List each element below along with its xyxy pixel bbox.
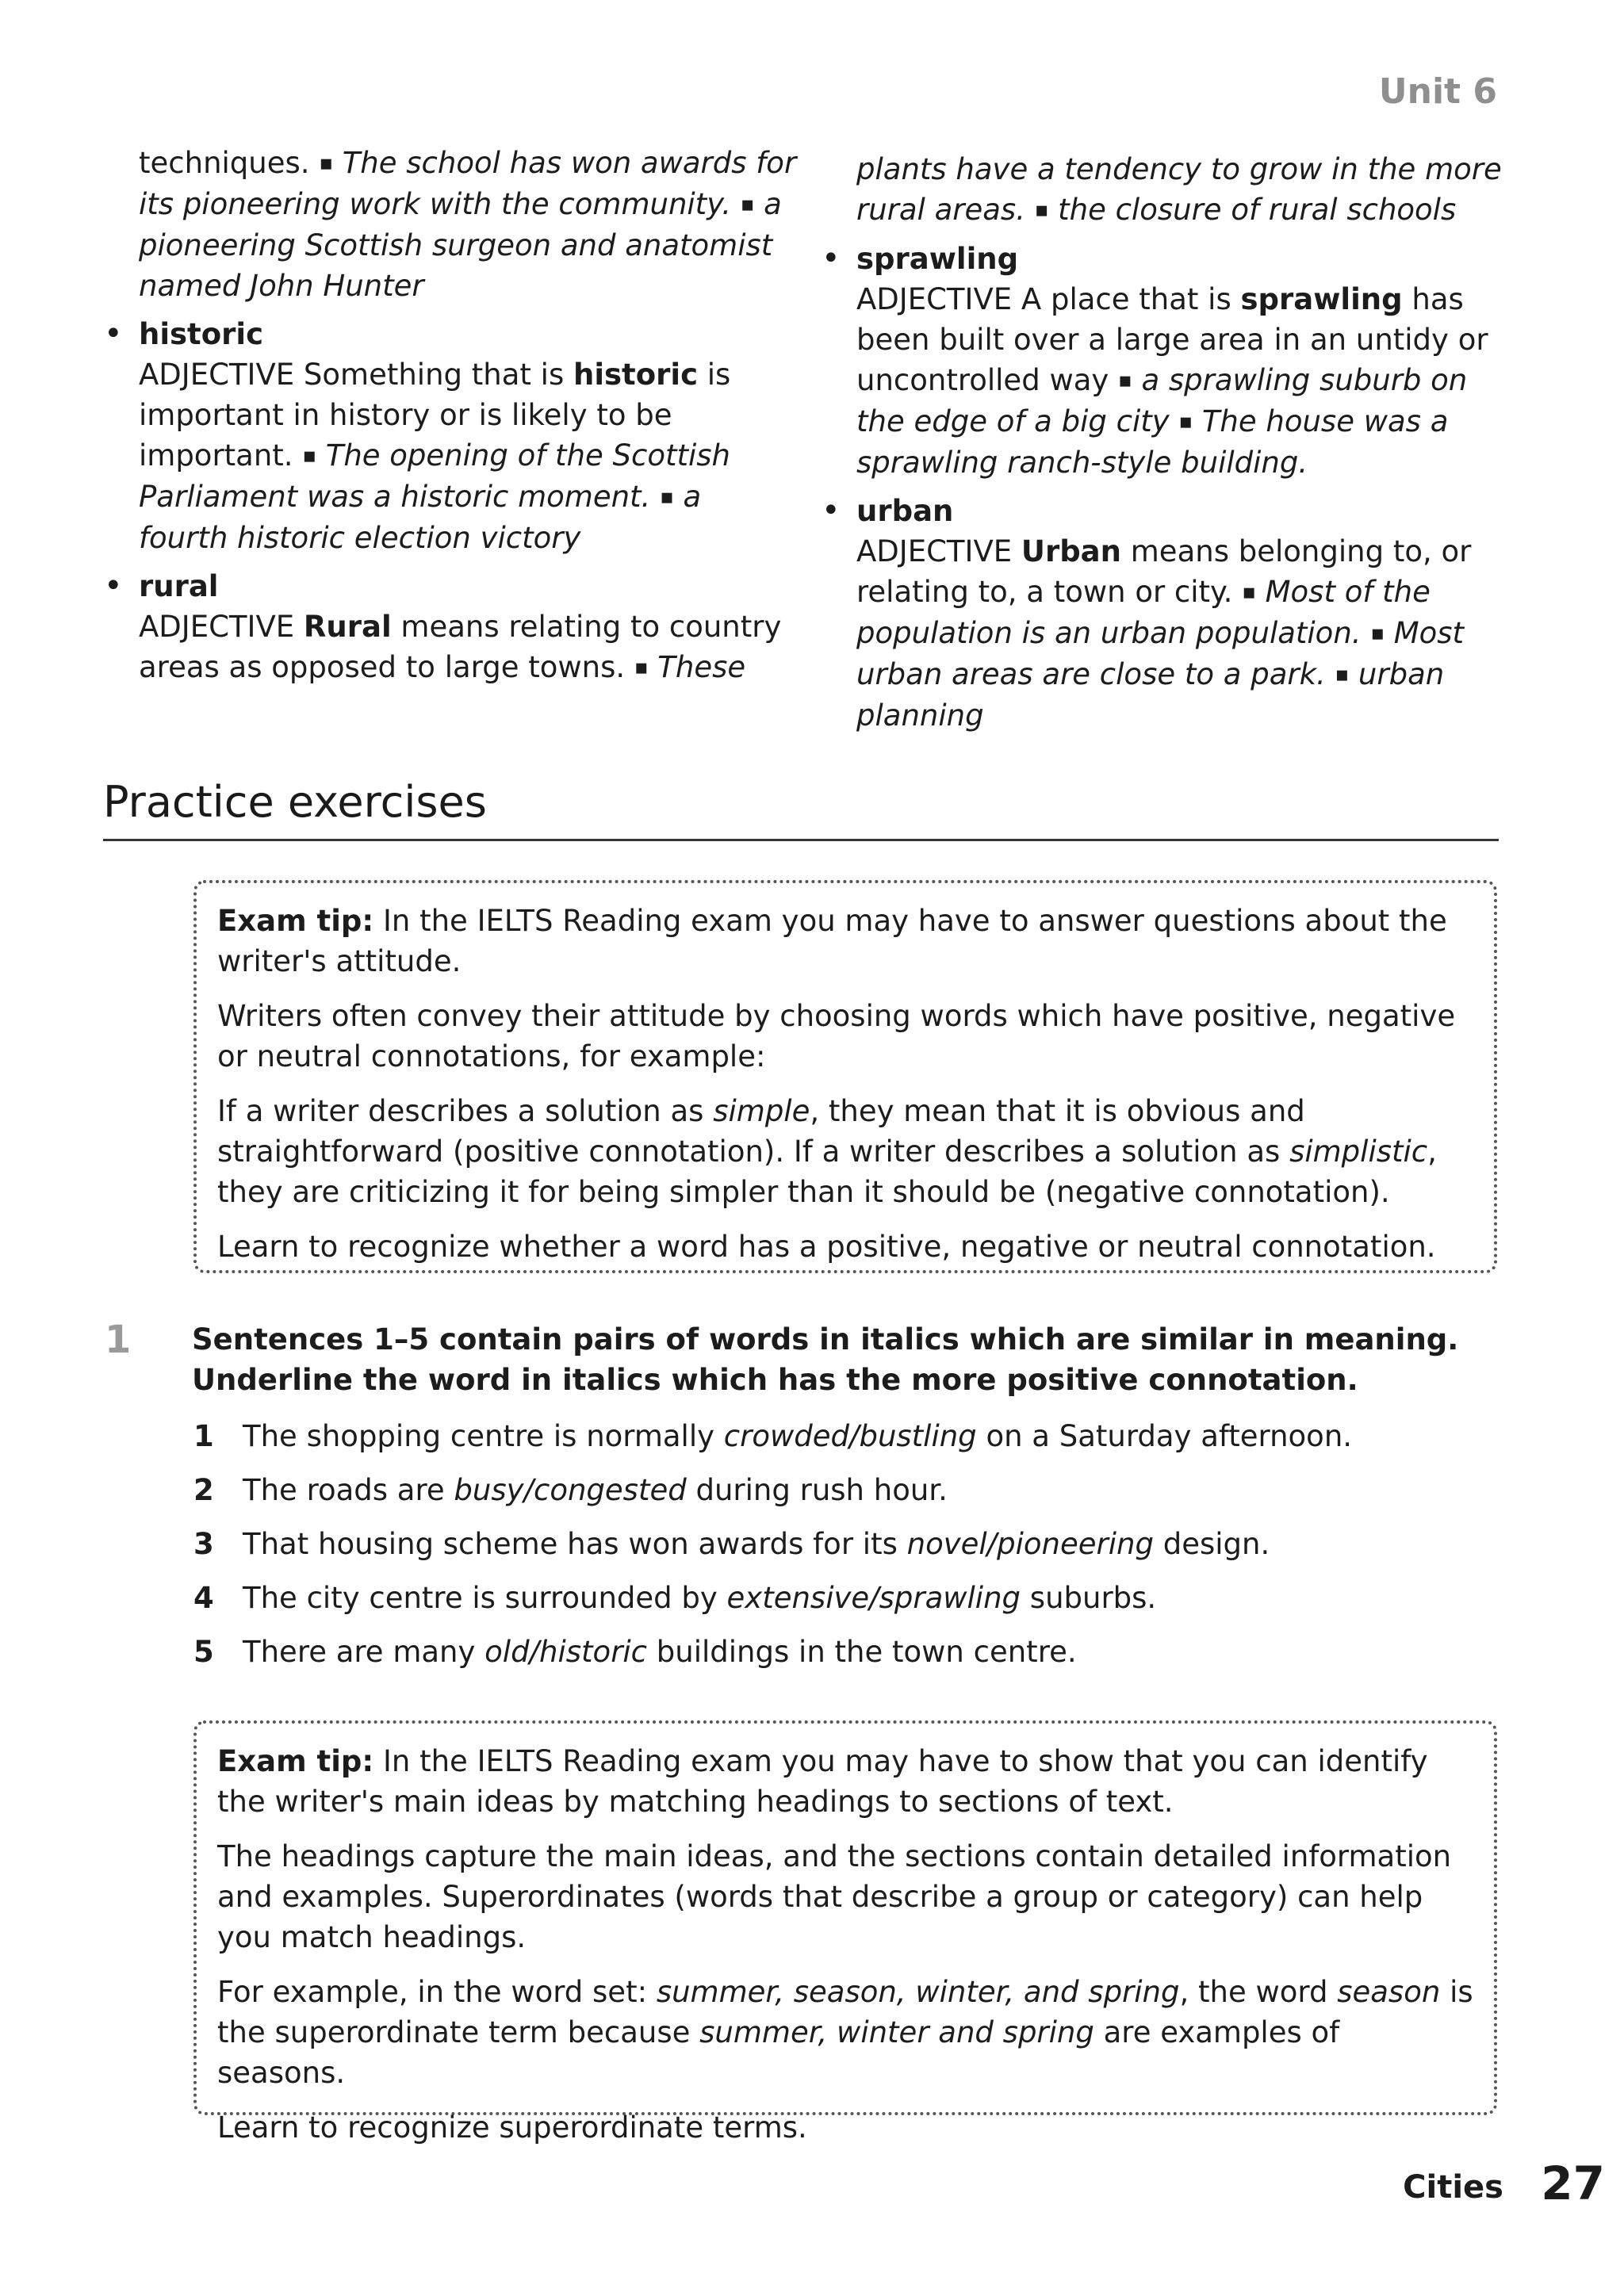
section-heading: Practice exercises [103,777,487,827]
example-text: The school has won awards for its pioneering work with the community. [139,146,797,221]
example-text: a pioneering Scottish surgeon and anatomist named John Hunter [139,187,782,303]
definition: ADJECTIVE Urban means belonging to, or relating to, a town or city. ▪ Most of the population is an urban population. ▪ Most urban areas are close to a park. ▪ urban planning [856,534,1472,733]
entry-urban [822,491,1507,736]
bullet-icon: • [104,568,123,604]
headword: historic [139,317,264,351]
headword: rural [139,569,219,603]
footer-section-label: Cities [1403,2169,1503,2206]
heading-rule [103,839,1499,841]
example-marker-icon: ▪ [302,444,316,468]
sentence-item: 3 That housing scheme has won awards for its novel/pioneering design. [193,1527,1270,1561]
word-pair: old/historic [485,1635,648,1669]
left-column [104,143,797,688]
entry-historic [104,314,797,558]
example-marker-icon: ▪ [1242,580,1256,604]
example-marker-icon: ▪ [634,656,649,679]
tip-paragraph: The headings capture the main ideas, and the sections contain detailed information and examples. Superordinates (words that describe a group or category) can help you match headings. [217,1839,1452,1954]
tip-intro: Exam tip: In the IELTS Reading exam you may have to answer questions about the writer's attitude. [217,904,1447,978]
tip-paragraph: For example, in the word set: summer, season, winter, and spring, the word season is the superordinate term because summer, winter and spring are examples of seasons. [217,1975,1473,2090]
sentence-item: 4 The city centre is surrounded by extensive/sprawling suburbs. [193,1581,1157,1615]
exam-tip-box [193,880,1497,1273]
tip-paragraph: Learn to recognize whether a word has a positive, negative or neutral connotation. [217,1230,1436,1264]
word-pair: extensive/sprawling [726,1581,1021,1615]
example-marker-icon: ▪ [1178,410,1193,434]
word-pair: busy/congested [454,1473,687,1507]
intro-lead: techniques. [139,146,310,180]
sentence-item: 1 The shopping centre is normally crowded/bustling on a Saturday afternoon. [193,1419,1353,1453]
sentence-item: 5 There are many old/historic buildings in the town centre. [193,1635,1077,1669]
left-intro [139,143,797,306]
example-marker-icon: ▪ [660,485,674,509]
bullet-icon: • [822,240,841,277]
word-pair: crowded/bustling [723,1419,977,1453]
definition: ADJECTIVE Rural means relating to country areas as opposed to large towns. ▪ These [139,610,782,684]
sentence-item: 2 The roads are busy/congested during rush hour. [193,1473,948,1507]
unit-label: Unit 6 [1378,71,1497,112]
example-marker-icon: ▪ [1370,622,1385,645]
word-pair: novel/pioneering [906,1527,1154,1561]
definition: ADJECTIVE Something that is historic is important in history or is likely to be important. ▪ The opening of the Scottish Parliament was a historic moment. ▪ a fourth historic election victory [139,358,731,555]
bullet-icon: • [822,492,841,529]
page-number: 27 [1541,2156,1605,2210]
headword: urban [856,494,954,528]
definition: ADJECTIVE A place that is sprawling has been built over a large area in an untidy or uncontrolled way ▪ a sprawling suburb on the edge of a big city ▪ The house was a sprawling ranch-style building. [856,282,1488,480]
exercise-instruction: Sentences 1–5 contain pairs of words in italics which are similar in meaning. Underline the word in italics which has the more positive connotation. [192,1322,1459,1397]
example-marker-icon: ▪ [1335,663,1350,687]
entry-sprawling [822,239,1507,483]
entry-rural [104,566,797,688]
example-marker-icon: ▪ [740,193,755,216]
exercise-number: 1 [105,1318,132,1362]
example-marker-icon: ▪ [1118,369,1132,392]
exercise-sentences [193,1416,1494,1686]
example-marker-icon: ▪ [319,151,333,175]
headword: sprawling [856,242,1019,276]
bullet-icon: • [104,316,123,352]
tip-paragraph: Learn to recognize superordinate terms. [217,2110,807,2145]
example-marker-icon: ▪ [1034,198,1049,222]
tip-intro: Exam tip: In the IELTS Reading exam you may have to show that you can identify the writer's main ideas by matching headings to sections of text. [217,1744,1428,1819]
tip-paragraph: If a writer describes a solution as simple, they mean that it is obvious and straightforward (positive connotation). If a writer describes a solution as simplistic, they are criticizing it for being simpler than it should be (negative connotation). [217,1094,1437,1209]
exam-tip-box [193,1720,1497,2145]
right-continuation: plants have a tendency to grow in the more rural areas. ▪ the closure of rural schools [856,152,1502,227]
tip-paragraph: Writers often convey their attitude by choosing words which have positive, negative or neutral connotations, for example: [217,999,1456,1073]
right-column [822,149,1507,736]
